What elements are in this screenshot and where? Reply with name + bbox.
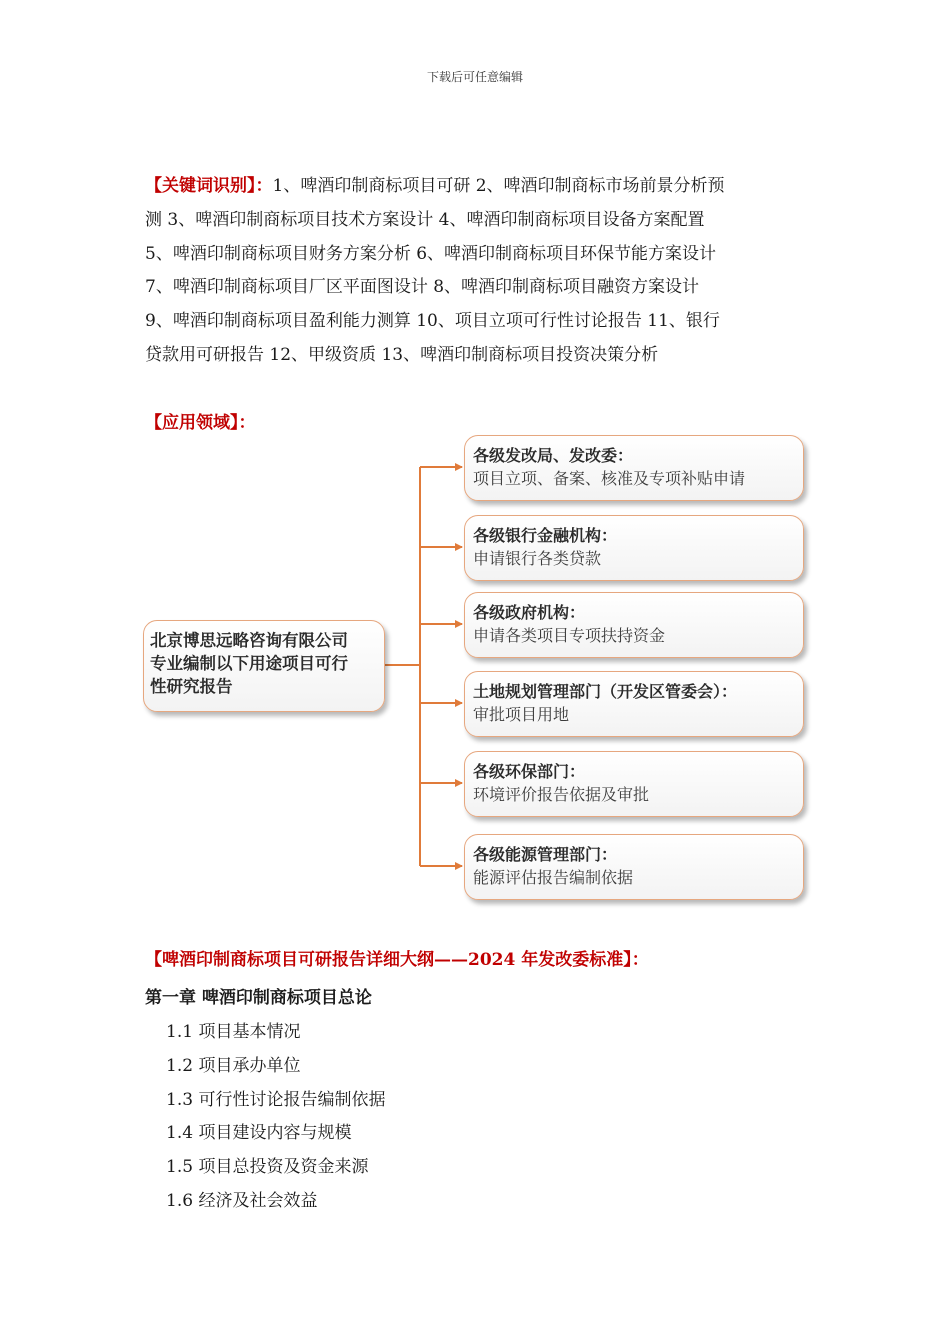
keywords-line: 5、啤酒印制商标项目财务方案分析 6、啤酒印制商标项目环保节能方案设计 (145, 243, 717, 264)
toc-item: 1.2 项目承办单位 (166, 1055, 301, 1076)
toc-item: 1.3 可行性讨论报告编制依据 (166, 1089, 386, 1110)
box-title: 土地规划管理部门（开发区管委会）： (473, 682, 738, 701)
box-desc: 申请各类项目专项扶持资金 (473, 626, 666, 645)
box-title: 各级环保部门： (473, 762, 586, 781)
keywords-paragraph (145, 170, 807, 373)
toc-item: 1.4 项目建设内容与规模 (166, 1123, 352, 1144)
toc-list (166, 1016, 385, 1219)
application-box-environment (464, 751, 804, 817)
box-desc: 审批项目用地 (473, 705, 570, 724)
box-desc: 能源评估报告编制依据 (473, 868, 634, 887)
keywords-line: 1、啤酒印制商标项目可研 2、啤酒印制商标市场前景分析预 (272, 176, 725, 196)
chapter-heading: 第一章 啤酒印制商标项目总论 (145, 988, 372, 1008)
toc-item: 1.5 项目总投资及资金来源 (166, 1157, 369, 1178)
main-box-line: 专业编制以下用途项目可行 (150, 654, 348, 673)
box-title: 各级能源管理部门： (473, 845, 618, 864)
outline-title: 【啤酒印制商标项目可研报告详细大纲——2024 年发改委标准】： (145, 950, 649, 970)
box-desc: 申请银行各类贷款 (473, 549, 602, 568)
application-box-bank (464, 515, 804, 581)
box-desc: 环境评价报告依据及审批 (473, 785, 650, 804)
application-box-ndrc (464, 435, 804, 501)
keywords-line: 9、啤酒印制商标项目盈利能力测算 10、项目立项可行性讨论报告 11、银行 (145, 311, 720, 332)
box-title: 各级银行金融机构： (473, 526, 618, 545)
main-org-box (143, 620, 385, 712)
application-box-government (464, 592, 804, 658)
keywords-line: 测 3、啤酒印制商标项目技术方案设计 4、啤酒印制商标项目设备方案配置 (145, 209, 705, 230)
page-header: 下载后可任意编辑 (426, 70, 523, 84)
main-box-line: 北京博思远略咨询有限公司 (150, 631, 348, 650)
application-box-energy (464, 834, 804, 900)
box-title: 各级发改局、发改委： (473, 446, 634, 465)
application-label: 【应用领域】： (145, 413, 256, 433)
main-box-line: 性研究报告 (150, 677, 233, 696)
toc-item: 1.1 项目基本情况 (166, 1022, 301, 1042)
keywords-line: 7、啤酒印制商标项目厂区平面图设计 8、啤酒印制商标项目融资方案设计 (145, 277, 700, 298)
keywords-line: 贷款用可研报告 12、甲级资质 13、啤酒印制商标项目投资决策分析 (145, 344, 659, 365)
application-box-land (464, 671, 804, 737)
box-title: 各级政府机构： (473, 603, 586, 622)
toc-item: 1.6 经济及社会效益 (166, 1190, 318, 1211)
box-desc: 项目立项、备案、核准及专项补贴申请 (473, 469, 746, 488)
keywords-label: 【关键词识别】： (145, 176, 273, 196)
